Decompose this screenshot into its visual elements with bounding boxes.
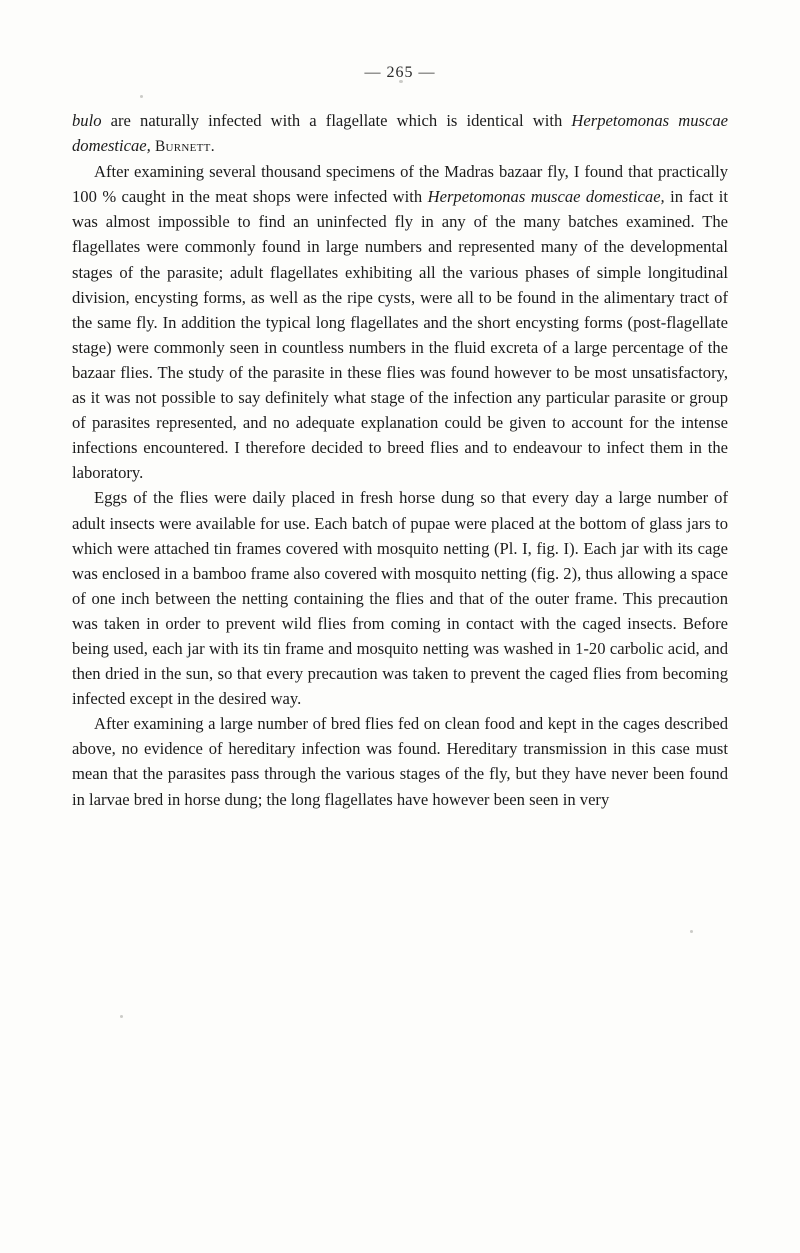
text-run: Eggs of the flies were daily placed in fresh horse dung so that every day a large number of adult insects were available for use. Each batch of pupae were placed at the bottom of glass jars to which were attached tin frames covered with mosquito netting (Pl. I, fig. I). Each jar with its cage was enclosed in a bamboo frame also covered with mosquito netting (fig. 2), thus allowing a space of one inch between the netting containing the flies and that of the outer frame. This precaution was taken in order to prevent wild flies from coming in contact with the caged insects. Before being used, each jar with its tin frame and mosquito netting was washed in 1-20 carbolic acid, and then dried in the sun, so that every precaution was taken to prevent the caged flies from becoming infected except in the desired way. <box>72 488 728 709</box>
body-text <box>72 108 728 812</box>
text-run: After examining several thousand specimens of the Madras bazaar fly, I found that practically 100 % caught in the meat shops were infected with <box>72 162 728 207</box>
page-number: — 265 — <box>364 64 436 81</box>
paper-speck <box>120 1015 123 1018</box>
small-caps-name: Burnett. <box>154 138 215 156</box>
italic-term: bulo <box>72 111 102 130</box>
paragraph <box>72 108 728 159</box>
paragraph <box>72 485 728 711</box>
page-content <box>72 64 728 812</box>
text-run: are naturally infected with a flagellate which is identical with <box>101 111 572 130</box>
italic-term: Herpetomonas muscae domesticae, <box>427 187 665 207</box>
italic-term: Herpetomonas muscae domesticae, <box>72 111 728 156</box>
paragraph <box>72 159 728 485</box>
text-run: After examining a large number of bred flies fed on clean food and kept in the cages described above, no evidence of hereditary infection was found. Hereditary transmission in this case must mean that the parasites pass through the various stages of the fly, but they have never been found in larvae bred in horse dung; the long flagellates have however been seen in very <box>72 714 728 809</box>
paragraph <box>72 711 728 811</box>
paper-speck <box>690 930 693 933</box>
text-run: in fact it was almost impossible to find an uninfected fly in any of the many batches examined. The flagellates were commonly found in large numbers and represented many of the developmental stages of the parasite; adult flagellates exhibiting all the various phases of simple longitudinal division, encysting forms, as well as the ripe cysts, were all to be found in the alimentary tract of the same fly. In addition the typical long flagellates and the short encysting forms (post-flagellate stage) were commonly seen in countless numbers in the fluid excreta of a large percentage of the bazaar flies. The study of the parasite in these flies was found however to be most unsatisfactory, as it was not possible to say definitely what stage of the infection any particular parasite or group of parasites represented, and no adequate explanation could be given to account for the intense infections encountered. I therefore decided to breed flies and to endeavour to infect them in the laboratory. <box>72 187 728 483</box>
